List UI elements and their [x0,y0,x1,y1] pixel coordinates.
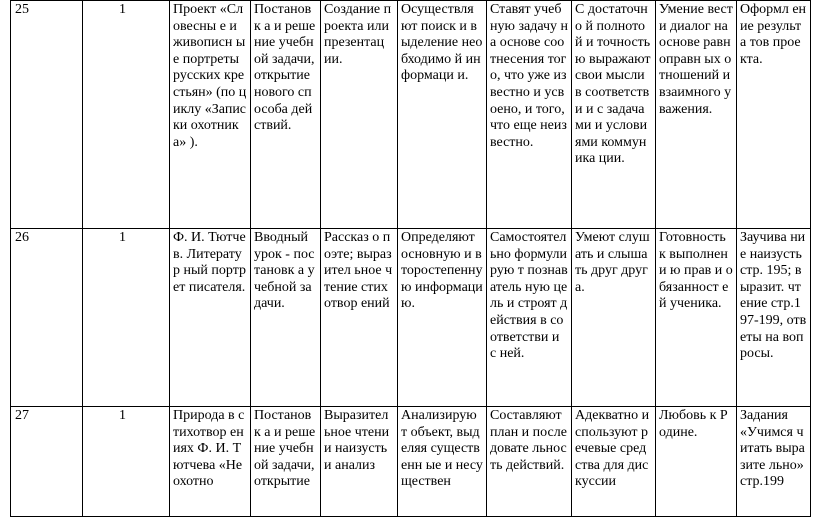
hours-cell: 1 [83,407,170,517]
communicative-cell: Умеют слушать и слышать друг друга. [572,229,656,407]
table-row [11,407,811,517]
topic-cell: Природа в стихотвор ениях Ф. И. Тютчева «Неохотно [170,407,251,517]
regulatory-cell: Ставят учебную задачу на основе соотнесения того, что уже известно и усвоено, и того, что еще неизвестно. [487,1,572,229]
personal-cell: Готовность к выполнени ю прав и обязанност ей ученика. [656,229,737,407]
topic-cell: Ф. И. Тютчев. Литератур ный портрет писателя. [170,229,251,407]
personal-cell: Любовь к Родине. [656,407,737,517]
lesson-plan-table [10,0,811,517]
regulatory-cell: Самостоятел ьно формулирую т познаватель ную цель и строят действия в соответстви и с ней. [487,229,572,407]
personal-cell: Умение вести диалог на основе равноправн ых отношений и взаимного уважения. [656,1,737,229]
table-row [11,229,811,407]
communicative-cell: С достаточно й полнотой и точностью выражают свои мысли в соответстви и с задачами и условиями коммуника ции. [572,1,656,229]
regulatory-cell: Составляют план и последовате льность действий. [487,407,572,517]
homework-cell: Заучива ние наизусть стр. 195; выразит. чтение стр.197-199, ответы на вопросы. [737,229,811,407]
communicative-cell: Адекватно используют речевые средства для дискуссии [572,407,656,517]
lesson-number-cell: 25 [11,1,83,229]
lesson-number-cell: 27 [11,407,83,517]
cognitive-cell: Определяют основную и второстепенну ю информацию. [398,229,487,407]
topic-cell: Проект «Словесны е и живописн ые портреты русских крестьян» (по циклу «Записки охотника» ). [170,1,251,229]
homework-cell: Задания «Учимся читать выразите льно» стр.199 [737,407,811,517]
hours-cell: 1 [83,229,170,407]
lesson-number-cell: 26 [11,229,83,407]
cognitive-cell: Осуществля ют поиск и выделение необходимо й информаци и. [398,1,487,229]
activity-cell: Рассказ о поэте; выразител ьное чтение стихотвор ений [321,229,398,407]
activity-cell: Создание проекта или презентац ии. [321,1,398,229]
lesson-type-cell: Постановк а и решение учебной задачи, открытие [251,407,321,517]
lesson-type-cell: Постановк а и решение учебной задачи, открытие нового способа действий. [251,1,321,229]
activity-cell: Выразител ьное чтении наизусть и анализ [321,407,398,517]
cognitive-cell: Анализирую т объект, выделяя существенн ые и несуществен [398,407,487,517]
lesson-type-cell: Вводный урок - постановк а учебной задачи. [251,229,321,407]
hours-cell: 1 [83,1,170,229]
table-row [11,1,811,229]
homework-cell: Оформл ение результа тов проекта. [737,1,811,229]
